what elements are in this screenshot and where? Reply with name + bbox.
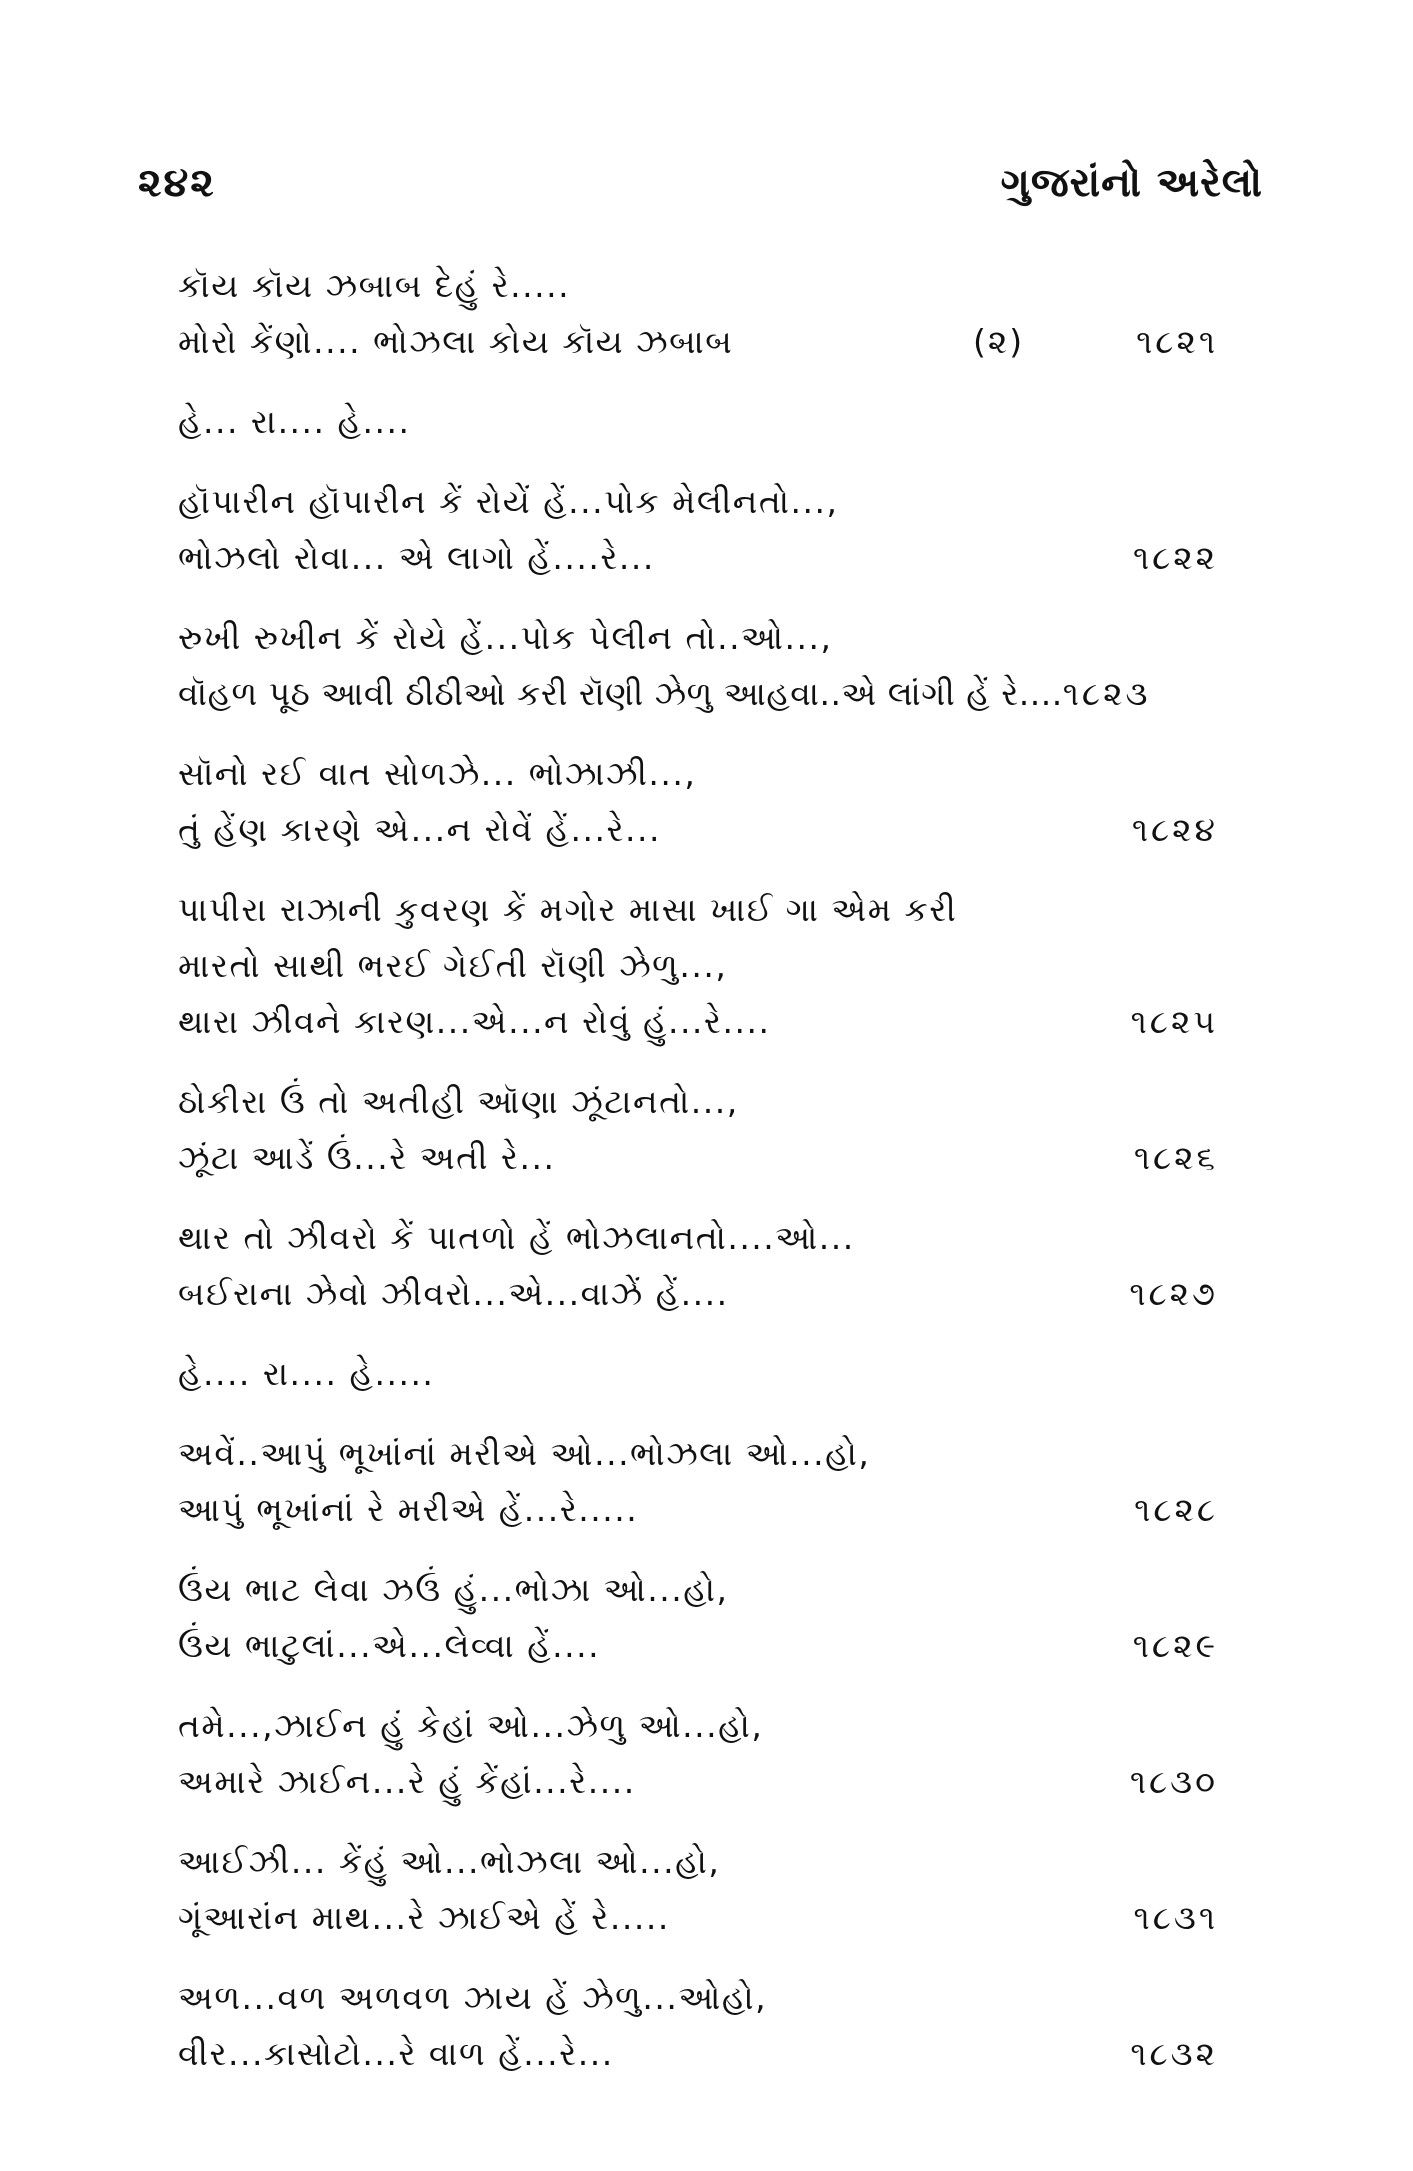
verse-line [178,1618,1268,1674]
verse-line-text: થારા ઝીવને કારણ...એ...ન રોવું હું...રે.... [178,1002,771,1041]
verse-stanza [178,1346,1268,1402]
verse-line-text: ગૂંઆરાંન માથ...રે ઝાઈએ હેં રે..... [178,1898,670,1937]
verse-stanza [178,1210,1268,1322]
verse-line [178,1834,1268,1890]
verse-line [178,394,1268,450]
verse-line-text: આઈઝી... કેંહું ઓ...ભોઝલા ઓ...હો, [178,1842,721,1881]
verse-body [178,258,1268,2106]
verse-stanza [178,610,1268,722]
verse-number: ૧૮૨૮ [1134,1490,1218,1529]
verse-line [178,258,1268,314]
verse-line [178,1482,1268,1538]
verse-number: ૧૮૨૭ [1129,1274,1218,1313]
verse-number: ૧૮૨૬ [1133,1138,1218,1177]
verse-stanza [178,746,1268,858]
verse-number: ૧૮૨૨ [1132,538,1218,577]
verse-stanza [178,1698,1268,1810]
verse-stanza [178,1834,1268,1946]
verse-number: ૧૮૨૧ [1136,322,1218,361]
verse-line-text: અવેં..આપું ભૂખાંનાં મરીએ ઓ...ભોઝલા ઓ...હો, [178,1434,871,1473]
verse-line [178,1754,1268,1810]
running-title: ગુજરાંનો અરેલો [1000,160,1263,206]
repeat-marker: (૨) [973,322,1025,361]
page-header [138,160,1263,220]
verse-number: ૧૮૨૯ [1132,1626,1218,1665]
verse-line [178,1130,1268,1186]
verse-number: ૧૮૨૪ [1131,810,1218,849]
verse-line-text: વીર...કાસોટો...રે વાળ હેં...રે... [178,2034,614,2073]
verse-stanza [178,1970,1268,2082]
verse-number: ૧૮૨૫ [1130,1002,1218,1041]
verse-line-text: હૉપારીન હૉપારીન કેં રોયેં હેં...પોક મેલીનતો..., [178,482,839,521]
verse-line [178,1890,1268,1946]
verse-line-text: મારતો સાથી ભરઈ ગેઈતી રૉણી ઝેળુ..., [178,946,728,985]
verse-line-text: સૉનો રઈ વાત સોળઝે... ભોઝાઝી..., [178,754,697,793]
verse-stanza [178,1074,1268,1186]
verse-line-text: પાપીરા રાઝાની કુવરણ કેં મગોર માસા ખાઈ ગા એમ કરી [178,890,958,929]
verse-line [178,314,1268,370]
verse-line-text: હે.... રા.... હે..... [178,1354,435,1393]
verse-stanza [178,882,1268,1050]
verse-line-text: વૉહળ પૂઠ આવી ઠીઠીઓ કરી રૉણી ઝેળુ આહવા..એ લાંગી હેં રે.... [178,674,1063,713]
verse-line [178,666,1268,722]
verse-line [178,610,1268,666]
verse-line [178,746,1268,802]
verse-line [178,1074,1268,1130]
verse-line-text: ભોઝલો રોવા... એ લાગો હેં....રે... [178,538,655,577]
verse-line-text: થાર તો ઝીવરો કેં પાતળો હેં ભોઝલાનતો....ઓ... [178,1218,855,1257]
verse-line [178,1210,1268,1266]
verse-line [178,530,1268,586]
verse-line-text: તમે...,ઝાઈન હું કેહાં ઓ...ઝેળુ ઓ...હો, [178,1706,764,1745]
verse-stanza [178,1562,1268,1674]
verse-line [178,1346,1268,1402]
verse-line [178,1970,1268,2026]
verse-line-text: કૉય કૉય ઝબાબ દેહું રે..... [178,266,571,305]
verse-line [178,1562,1268,1618]
verse-line-text: આપું ભૂખાંનાં રે મરીએ હેં...રે..... [178,1490,639,1529]
verse-line [178,994,1268,1050]
verse-line [178,2026,1268,2082]
verse-line-text: તું હેંણ કારણે એ...ન રોવેં હેં...રે... [178,810,661,849]
verse-stanza [178,1426,1268,1538]
verse-line-text: અમારે ઝાઈન...રે હું કેંહાં...રે.... [178,1762,636,1801]
verse-line-text: બઈરાના ઝેવો ઝીવરો...એ...વાઝેં હેં.... [178,1274,729,1313]
verse-number: ૧૮૩૦ [1129,1762,1218,1801]
verse-number: ૧૮૩૨ [1130,2034,1218,2073]
page-number: ૨૪૨ [138,160,216,206]
verse-line [178,938,1268,994]
verse-line-text: ઠોકીરા ઉં તો અતીહી ઑણા ઝૂંટાનતો..., [178,1082,739,1121]
verse-stanza [178,474,1268,586]
verse-line [178,882,1268,938]
verse-number: ૧૮૩૧ [1133,1898,1218,1937]
verse-line [178,1266,1268,1322]
verse-line [178,1426,1268,1482]
verse-stanza [178,394,1268,450]
verse-stanza [178,258,1268,370]
verse-line-text: ઝૂંટા આડેં ઉં...રે અતી રે... [178,1138,556,1177]
verse-line-text: ઉંય ભાટુલાં...એ...લેવ્વા હેં.... [178,1626,601,1665]
verse-line [178,802,1268,858]
verse-line-text: રુખી રુખીન કેં રોયે હેં...પોક પેલીન તો..ઓ..., [178,618,833,657]
verse-line-text: હે... રા.... હે.... [178,402,411,441]
verse-line-text: મોરો કેંણો.... ભોઝલા કોય કૉય ઝબાબ [178,322,734,361]
verse-line-text: અળ...વળ અળવળ ઝાય હેં ઝેળુ...ઓહો, [178,1978,768,2017]
verse-line-text: ઉંય ભાટ લેવા ઝઉં હું...ભોઝા ઓ...હો, [178,1570,729,1609]
verse-line [178,1698,1268,1754]
verse-line [178,474,1268,530]
verse-number: ૧૮૨૩ [1062,674,1151,713]
